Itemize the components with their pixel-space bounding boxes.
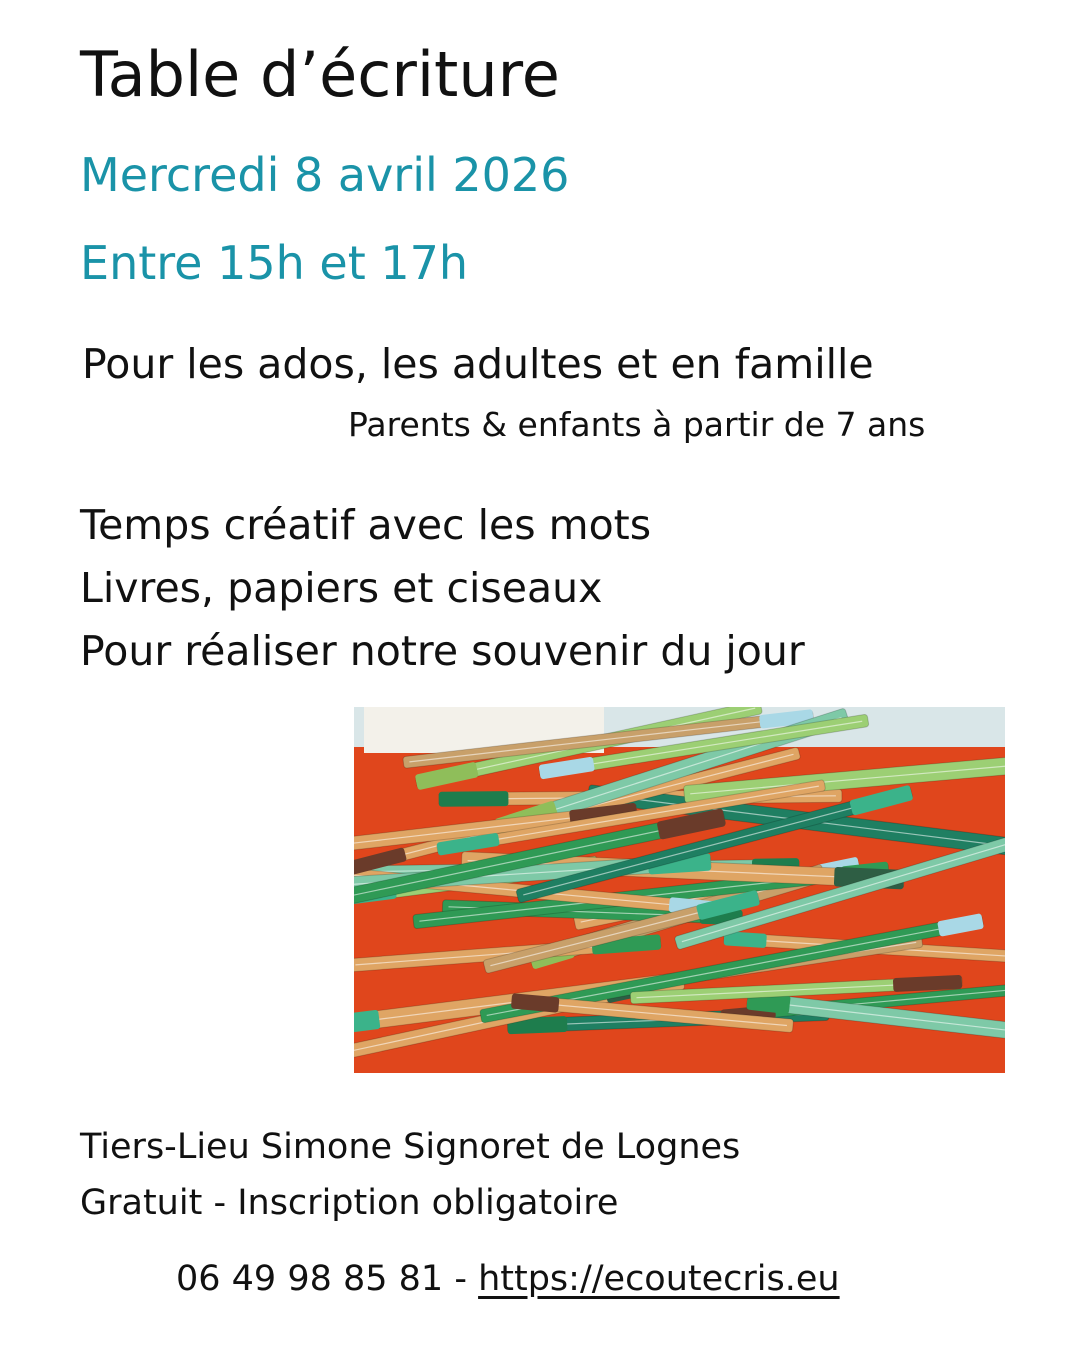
venue-text: Tiers-Lieu Simone Signoret de Lognes: [80, 1127, 741, 1167]
audience-note: Parents & enfants à partir de 7 ans: [348, 405, 926, 444]
pens-photo: [354, 707, 1005, 1073]
pricing-text: Gratuit - Inscription obligatoire: [80, 1183, 619, 1223]
activity-line: Pour réaliser notre souvenir du jour: [80, 627, 805, 675]
audience-text: Pour les ados, les adultes et en famille: [82, 340, 874, 388]
phone-number: 06 49 98 85 81: [176, 1259, 444, 1299]
event-date: Mercredi 8 avril 2026: [80, 148, 570, 202]
contact-separator: -: [443, 1259, 479, 1299]
website-link[interactable]: https://ecoutecris.eu: [478, 1259, 840, 1299]
pen-cap: [439, 791, 509, 807]
poster-title: Table d’écriture: [80, 38, 560, 111]
activity-line: Livres, papiers et ciseaux: [80, 564, 603, 612]
activity-line: Temps créatif avec les mots: [80, 501, 652, 549]
event-time: Entre 15h et 17h: [80, 236, 469, 290]
felt-pens-illustration: [354, 707, 1005, 1073]
contact-line: [176, 1259, 840, 1299]
